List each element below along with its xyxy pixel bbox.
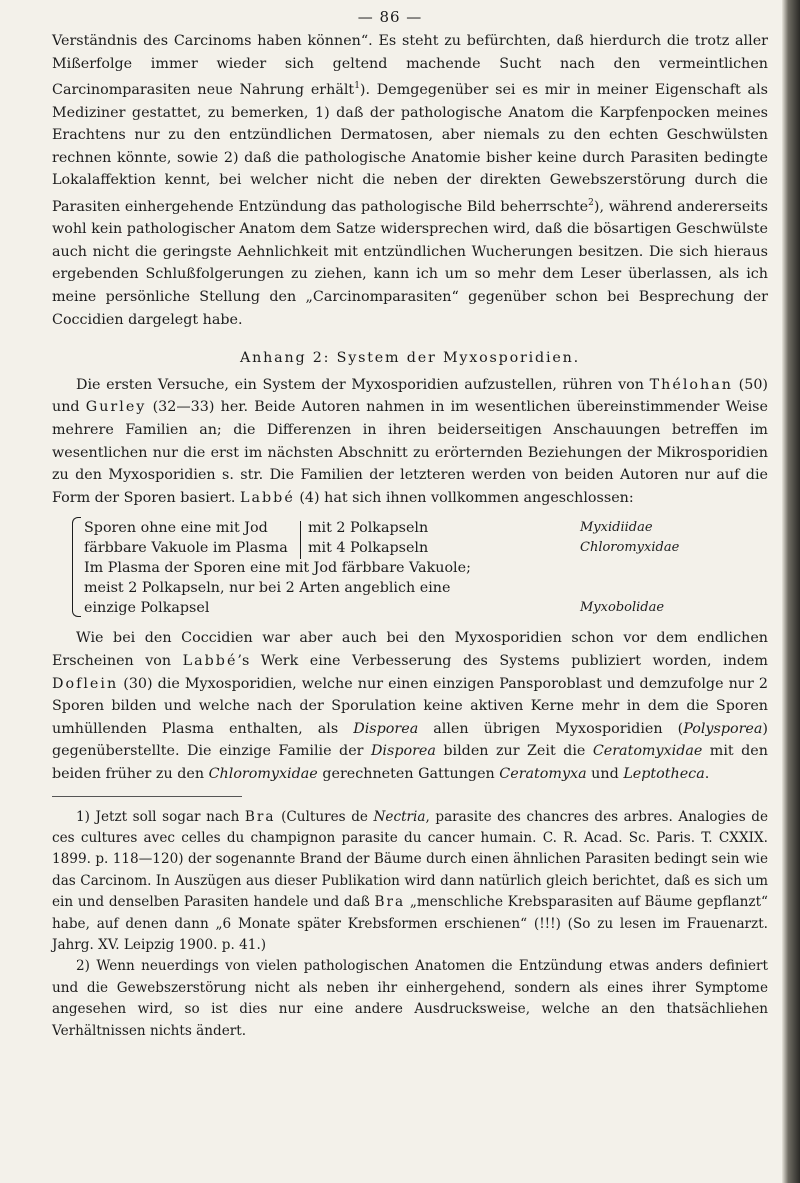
family-name: Myxidiidae	[580, 520, 653, 536]
author-name: Gurley	[85, 399, 147, 416]
main-text	[52, 30, 768, 1042]
scheme-line: mit 2 Polkapseln	[308, 520, 429, 537]
paragraph-3: Wie bei den Coccidien war aber auch bei den Myxosporidien schon vor dem endlichen Erscheinen von Labbé’s Werk eine Verbesserung des Systems publiziert worden, indem Doflein (30) die Myxosporidien, welche nur einen einzigen Pansporoblast und demzufolge nur 2 Sporen bilden und welche nach der Sporulation keine aktiven Kerne mehr in dem die Sporen umhüllenden Plasma enthalten, als Disporea allen übrigen Myxosporidien (Polysporea) gegenüberstellte. Die einzige Familie der Disporea bilden zur Zeit die Ceratomyxidae mit den beiden früher zu den Chloromyxidae gerechneten Gattungen Ceratomyxa und Leptotheca.	[52, 630, 768, 782]
classification-scheme	[80, 517, 768, 617]
author-name: Doflein	[52, 675, 119, 692]
section-heading: Anhang 2: System der Myxosporidien.	[240, 350, 580, 367]
scheme-sub-brace	[296, 521, 301, 559]
footnote-ref-2: 2	[588, 197, 594, 208]
footnote-ref-1: 1	[354, 81, 360, 92]
footnote-2: 2) Wenn neuerdings von vielen pathologischen Anatomen die Entzündung etwas anders definiert und die Gewebszerstörung nicht als neben ihr einhergehend, sondern als eines ihrer Symptome angesehen wird, so ist dies nur eine andere Ausdrucksweise, welche an den thatsächliehen Verhältnissen nichts ändert.	[52, 958, 768, 1039]
family-name: Chloromyxidae	[580, 540, 680, 556]
footnote-1: 1) Jetzt soll sogar nach Bra (Cultures de Nectria, parasite des chancres des arbres. Analogies de ces cultures avec celles du champignon parasite du cancer humain. C. R. Acad. Sc. Paris. T. CXXIX. 1899. p. 118—120) der sogenannte Brand der Bäume durch einen ähnlichen Parasiten bedingt sein wie das Carcinom. In Auszügen aus dieser Publikation wird dann natürlich gleich berichtet, daß es sich um ein und denselben Parasiten handele und daß Bra „menschliche Krebsparasiten auf Bäume gepflanzt“ habe, auf denen dann „6 Monate später Krebsformen erschienen“ (!!!) (So zu lesen im Frauenarzt. Jahrg. XV. Leipzig 1900. p. 41.)	[52, 808, 768, 953]
scheme-line: meist 2 Polkapseln, nur bei 2 Arten angeblich eine	[84, 580, 451, 597]
scheme-line: einzige Polkapsel	[84, 600, 210, 617]
scheme-line: Im Plasma der Sporen eine mit Jod färbbare Vakuole;	[84, 560, 471, 577]
family-name: Myxobolidae	[580, 600, 665, 616]
paragraph-1: Verständnis des Carcinoms haben können“. Es steht zu befürchten, daß hierdurch die trotz aller Mißerfolge immer wieder sich geltend machende Sucht nach den vermeintlichen Carcinomparasiten neue Nahrung erhält$^1$). Demgegenüber sei es mir in meiner Eigenschaft als Mediziner gestattet, zu bemerken, 1) daß der pathologische Anatom die Karpfenpocken meines Erachtens nur zu den entzündlichen Dermatosen, aber niemals zu den echten Geschwülsten rechnen könnte, sowie 2) daß die pathologische Anatomie bisher keine durch Parasiten bedingte Lokalaffektion kennt, bei welcher nicht die neben der direkten Gewebszerstörung durch die Parasiten einhergehende Entzündung das pathologische Bild beherrschte$^2$), während andererseits wohl kein pathologischer Anatom dem Satze widersprechen wird, daß die bösartigen Geschwülste auch nicht die geringste Aehnlichkeit mit entzündlichen Wucherungen besitzen. Die sich hieraus ergebenden Schlußfolgerungen zu ziehen, kann ich um so mehr dem Leser überlassen, als ich meine persönliche Stellung den „Carcinomparasiten“ gegenüber schon bei Besprechung der Coccidien dargelegt habe.	[52, 33, 769, 328]
author-name: Labbé	[182, 653, 238, 669]
paragraph-2: Die ersten Versuche, ein System der Myxosporidien aufzustellen, rühren von Thélohan (50) und Gurley (32—33) her. Beide Autoren nahmen in im wesentlichen übereinstimmender Weise mehrere Familien an; die Differenzen in ihren beiderseitigen Anschauungen betreffen im wesentlichen nur die erst im nächsten Abschnitt zu erörternden Beziehungen der Mikrosporidien zu den Myxosporidien s. str. Die Familien der letzteren werden von beiden Autoren nur auf die Form der Sporen basiert. Labbé (4) hat sich ihnen vollkommen angeschlossen:	[52, 376, 768, 506]
scheme-line: färbbare Vakuole im Plasma	[84, 540, 288, 557]
page-edge-shadow	[782, 0, 800, 1183]
author-name: Labbé	[240, 489, 295, 506]
footnote-separator	[52, 796, 242, 797]
scheme-brace	[72, 517, 81, 617]
footnotes	[52, 807, 768, 1042]
page-number: — 86 —	[357, 8, 423, 26]
author-name: Thélohan	[649, 376, 733, 393]
scheme-line: Sporen ohne eine mit Jod	[84, 520, 268, 537]
scheme-line: mit 4 Polkapseln	[308, 540, 429, 557]
